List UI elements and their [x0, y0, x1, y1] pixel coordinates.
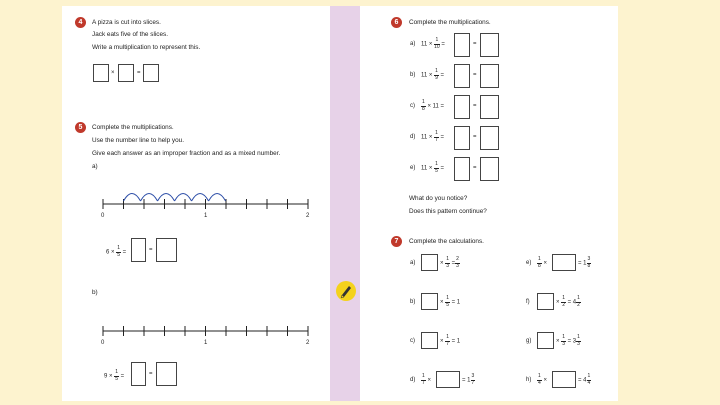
q7-item-lead [537, 374, 547, 386]
q6-equals: = [440, 165, 445, 172]
q7-num: 1 [562, 334, 565, 340]
q6-equals: = [440, 134, 445, 141]
q5a-times: × [111, 249, 115, 256]
q6-answer-box-2[interactable] [480, 33, 499, 57]
jump-arc [209, 194, 226, 202]
q7-result-den: 7 [471, 379, 475, 386]
q5b-equals-2: = [149, 371, 153, 377]
q7-den: 5 [446, 301, 449, 308]
q5-line-1: Complete the multiplications. [92, 124, 174, 131]
q5b-answer-box-1[interactable] [131, 362, 146, 386]
q6-num: 1 [435, 161, 438, 167]
q6-den: 5 [435, 167, 438, 174]
q6-item-expression [421, 38, 445, 50]
q7-times: × [556, 299, 560, 306]
q6-answer-box-1[interactable] [454, 126, 470, 150]
q6-answer-box-1[interactable] [454, 33, 470, 57]
q7-item-label: g) [526, 338, 532, 344]
q7-result-num: 1 [587, 373, 591, 379]
q7-item-label: e) [526, 260, 532, 266]
q7-answer-box[interactable] [421, 332, 438, 349]
number-line-a-tick-1: 1 [204, 213, 208, 219]
q6-equals-2: = [473, 41, 477, 47]
q7-num: 1 [562, 295, 565, 301]
q7-answer-box[interactable] [421, 293, 438, 310]
q5a-answer-box-1[interactable] [131, 238, 146, 262]
q5a-answer-box-2[interactable] [156, 238, 177, 262]
q6-equals-2: = [473, 72, 477, 78]
q6-equals: = [441, 41, 445, 48]
q7-times: × [440, 260, 444, 267]
q7-item-tail [556, 335, 581, 347]
q6-den: 7 [435, 136, 438, 143]
q7-times: × [440, 338, 444, 345]
number-line-b-tick-2: 2 [306, 340, 310, 346]
q7-item-label: d) [410, 377, 416, 383]
q5a-equals-2: = [149, 247, 153, 253]
q5-line-2: Use the number line to help you. [92, 137, 185, 144]
q7-equals: = 1 [578, 260, 587, 267]
question-4-number: 4 [75, 17, 86, 28]
jump-arc [175, 194, 192, 202]
q7-equals: = 4 [578, 377, 587, 384]
q4-line-2: Jack eats five of the slices. [92, 31, 169, 38]
q7-den: 7 [422, 379, 425, 386]
q4-line-1: A pizza is cut into slices. [92, 19, 161, 26]
q6-answer-box-2[interactable] [480, 126, 499, 150]
q6-footer-2: Does this pattern continue? [409, 208, 487, 215]
q7-answer-box[interactable] [436, 371, 460, 388]
q7-result-den: 8 [587, 262, 591, 269]
q6-expr: 11 × [421, 165, 433, 172]
q7-den: 8 [538, 262, 541, 269]
q5a-equals: = [122, 249, 127, 256]
q6-expr: 11 × [421, 134, 433, 141]
q6-item-label: e) [410, 165, 416, 171]
q7-equals: = 3 [567, 338, 577, 345]
q5b-answer-box-2[interactable] [156, 362, 177, 386]
question-5-number: 5 [75, 122, 86, 133]
q4-line-3: Write a multiplication to represent this. [92, 44, 201, 51]
q6-item-label: b) [410, 72, 416, 78]
q5a-fraction [116, 246, 121, 258]
jump-arc [158, 194, 175, 202]
q5a-den: 5 [117, 251, 120, 258]
q7-answer-box[interactable] [537, 293, 554, 310]
q7-answer-box[interactable] [552, 254, 576, 271]
q7-equals: = 1 [451, 299, 461, 306]
q7-num: 1 [446, 256, 449, 262]
q4-times: × [111, 70, 115, 76]
number-line-b [95, 320, 320, 342]
q6-expr: × 11 = [427, 103, 445, 110]
q7-result-den: 4 [587, 379, 591, 386]
q7-result-num: 1 [577, 295, 580, 301]
q7-item-tail [440, 257, 460, 269]
q5-part-a-label: a) [92, 163, 98, 170]
q7-result-den: 3 [456, 262, 459, 269]
q7-den: 4 [538, 379, 541, 386]
q4-equals: = [137, 70, 141, 76]
q4-answer-box-3[interactable] [143, 64, 159, 82]
q7-num: 1 [538, 373, 541, 379]
q6-answer-box-1[interactable] [454, 157, 470, 181]
q5b-whole: 9 [104, 373, 108, 380]
q6-item-expression [421, 69, 444, 81]
q5b-times: × [109, 373, 113, 380]
q7-result-den: 2 [577, 301, 580, 308]
q5-part-b-label: b) [92, 289, 98, 296]
q7-times: × [556, 338, 560, 345]
q4-answer-box-2[interactable] [118, 64, 134, 82]
q5a-whole: 6 [106, 249, 110, 256]
q6-item-label: c) [410, 103, 415, 109]
q7-answer-box[interactable] [537, 332, 554, 349]
q7-item-label: c) [410, 338, 415, 344]
q7-num: 1 [446, 334, 449, 340]
q7-result-num: 2 [456, 256, 459, 262]
q7-title: Complete the calculations. [409, 238, 484, 245]
q6-item-expression [421, 100, 444, 112]
q5b-den: 5 [115, 375, 118, 382]
q6-footer-1: What do you notice? [409, 195, 468, 202]
q6-equals-2: = [473, 134, 477, 140]
q6-item-expression [421, 162, 444, 174]
q7-den: 3 [446, 262, 449, 269]
q6-answer-box-2[interactable] [480, 64, 499, 88]
q5b-expression [104, 370, 124, 382]
number-line-a-tick-0: 0 [101, 213, 105, 219]
q5-line-3: Give each answer as an improper fraction and as a mixed number. [92, 150, 281, 157]
q7-item-tail [578, 374, 591, 386]
number-line-b-tick-1: 1 [204, 340, 208, 346]
q6-answer-box-2[interactable] [480, 95, 499, 119]
q7-equals: = 1 [462, 377, 471, 384]
q6-den: 10 [434, 43, 440, 50]
q5b-equals: = [120, 373, 125, 380]
q5b-num: 1 [115, 369, 118, 375]
q5a-num: 1 [117, 245, 120, 251]
q7-times: × [440, 299, 444, 306]
q7-item-tail [556, 296, 581, 308]
q7-item-tail [578, 257, 591, 269]
jump-arc [141, 194, 158, 202]
q7-item-label: f) [526, 299, 530, 305]
q7-equals: = [451, 260, 456, 267]
q7-result-num: 3 [587, 256, 591, 262]
q7-item-label: h) [526, 377, 532, 383]
q7-item-tail [462, 374, 475, 386]
q5b-fraction [114, 370, 119, 382]
q5a-expression [106, 246, 126, 258]
q7-equals: = 1 [451, 338, 461, 345]
q6-item-expression [421, 131, 444, 143]
q6-den: 8 [422, 105, 425, 112]
q6-equals: = [440, 72, 445, 79]
q4-answer-box-1[interactable] [93, 64, 109, 82]
q6-num: 1 [435, 37, 439, 43]
q6-num: 1 [435, 68, 438, 74]
number-line-b-tick-0: 0 [101, 340, 105, 346]
number-line-a [95, 180, 320, 225]
q6-expr: 11 × [421, 41, 433, 48]
q6-equals-2: = [473, 165, 477, 171]
jump-arc [124, 194, 141, 202]
q7-equals: = 4 [567, 299, 577, 306]
q7-num: 1 [446, 295, 449, 301]
q6-item-label: d) [410, 134, 416, 140]
q6-item-label: a) [410, 41, 416, 47]
q7-den: 2 [562, 301, 565, 308]
q6-title: Complete the multiplications. [409, 19, 491, 26]
q7-item-lead [421, 374, 431, 386]
q7-item-lead [537, 257, 547, 269]
q6-num: 1 [422, 99, 425, 105]
q6-answer-box-2[interactable] [480, 157, 499, 181]
page-gutter [330, 6, 360, 401]
q7-times: × [427, 377, 431, 384]
q7-den: 3 [562, 340, 565, 347]
q6-num: 1 [435, 130, 438, 136]
question-7-number: 7 [391, 236, 402, 247]
q7-num: 1 [538, 256, 541, 262]
q7-den: 7 [446, 340, 449, 347]
jump-arc [192, 194, 209, 202]
q6-expr: 11 × [421, 72, 433, 79]
q6-answer-box-1[interactable] [454, 95, 470, 119]
q6-equals-2: = [473, 103, 477, 109]
q7-answer-box[interactable] [552, 371, 576, 388]
q7-times: × [543, 377, 547, 384]
q7-item-label: b) [410, 299, 416, 305]
q7-result-den: 3 [577, 340, 580, 347]
q7-result-num: 1 [577, 334, 580, 340]
q7-item-tail [440, 335, 460, 347]
q6-den: 9 [435, 74, 438, 81]
q7-item-label: a) [410, 260, 416, 266]
q7-times: × [543, 260, 547, 267]
q6-answer-box-1[interactable] [454, 64, 470, 88]
q7-result-num: 3 [471, 373, 475, 379]
q7-item-tail [440, 296, 460, 308]
question-6-number: 6 [391, 17, 402, 28]
number-line-a-tick-2: 2 [306, 213, 310, 219]
q7-num: 1 [422, 373, 425, 379]
pencil-icon [336, 281, 356, 301]
q7-answer-box[interactable] [421, 254, 438, 271]
